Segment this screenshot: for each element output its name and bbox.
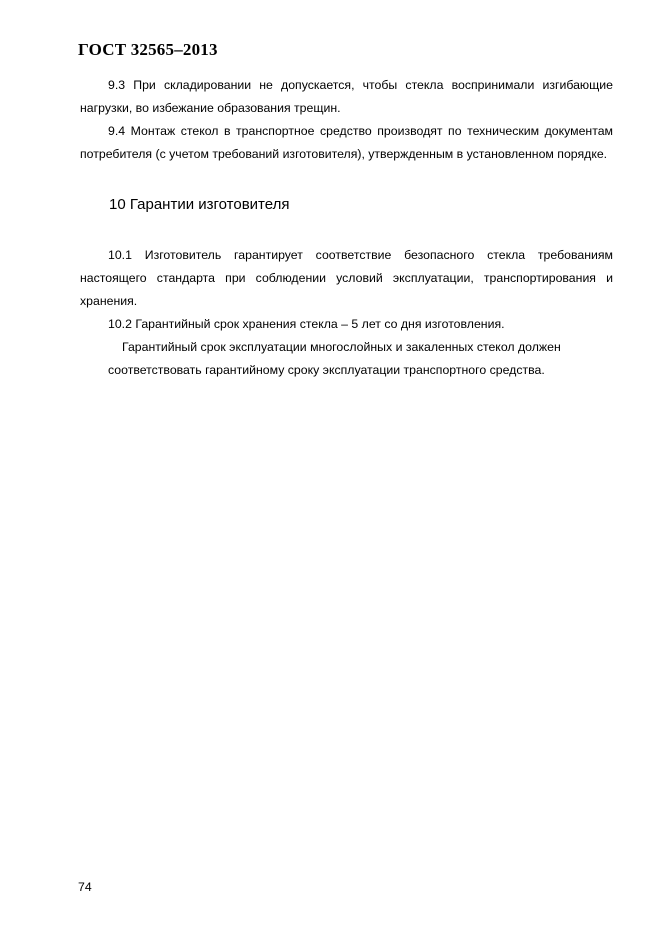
paragraph-9-3: 9.3 При складировании не допускается, чтобы стекла воспринимали изгибающие нагрузки, во избежание образования трещин. bbox=[80, 78, 613, 115]
paragraph-9-4: 9.4 Монтаж стекол в транспортное средство производят по техническим документам потребителя (с учетом требований изготовителя), утвержденным в установленном порядке. bbox=[80, 124, 613, 161]
section-title: 10 Гарантии изготовителя bbox=[109, 196, 290, 213]
page-content bbox=[80, 74, 613, 382]
page-number: 74 bbox=[78, 880, 92, 894]
document-header: ГОСТ 32565–2013 bbox=[78, 40, 218, 59]
paragraph-10-2: 10.2 Гарантийный срок хранения стекла – 5 лет со дня изготовления. bbox=[108, 317, 505, 331]
paragraph-10-1: 10.1 Изготовитель гарантирует соответствие безопасного стекла требованиям настоящего стандарта при соблюдении условий эксплуатации, транспортирования и хранения. bbox=[80, 248, 613, 308]
paragraph-10-2-continuation: Гарантийный срок эксплуатации многослойных и закаленных стекол должен соответствовать гарантийному сроку эксплуатации транспортного средства. bbox=[108, 340, 561, 377]
